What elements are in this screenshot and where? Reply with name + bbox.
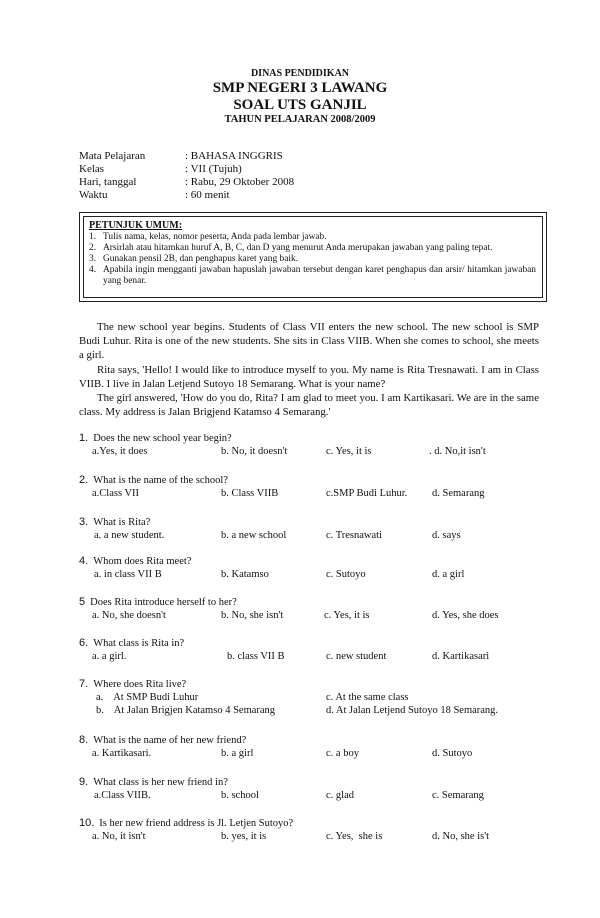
- instruction-item: [89, 232, 536, 243]
- option-c: c.SMP Budi Luhur.: [326, 488, 408, 499]
- question-text: Does Rita introduce herself to her?: [90, 597, 237, 608]
- option-c: c. new student: [326, 651, 387, 662]
- instruction-item: [89, 265, 536, 287]
- option-b: b. a new school: [221, 530, 287, 541]
- info-label: Waktu: [79, 189, 108, 201]
- instruction-number: 1.: [89, 232, 97, 242]
- info-value: : 60 menit: [185, 189, 230, 201]
- question-4: [79, 553, 549, 583]
- question-5: [79, 594, 549, 624]
- option-d: d. At Jalan Letjend Sutoyo 18 Semarang.: [326, 705, 499, 716]
- option-d: c. Semarang: [432, 790, 484, 801]
- info-value: : BAHASA INGGRIS: [185, 150, 283, 162]
- header-department: DINAS PENDIDIKAN: [250, 68, 350, 79]
- option-b: b. No, it doesn't: [221, 446, 288, 457]
- question-number: 2.: [79, 474, 89, 486]
- info-row-subject: [79, 150, 294, 163]
- question-number: 3.: [79, 516, 89, 528]
- option-d: d. says: [432, 530, 461, 541]
- option-c: c. Sutoyo: [326, 569, 366, 580]
- instructions-box: [79, 212, 547, 302]
- question-text: Where does Rita live?: [93, 679, 187, 690]
- instruction-number: 2.: [89, 243, 97, 253]
- question-text: What is Rita?: [93, 517, 151, 528]
- instructions-inner: [83, 216, 543, 298]
- question-number: 10.: [79, 817, 95, 829]
- question-text: Is her new friend address is Jl. Letjen Sutoyo?: [99, 818, 294, 829]
- header-exam-title: SOAL UTS GANJIL: [233, 96, 367, 113]
- option-b: b. At Jalan Brigjen Katamso 4 Semarang: [96, 705, 276, 716]
- exam-info: [79, 150, 294, 202]
- info-row-date: [79, 176, 294, 189]
- question-number: 9.: [79, 776, 89, 788]
- option-d: . d. No,it isn't: [429, 446, 486, 457]
- info-label: Hari, tanggal: [79, 176, 137, 188]
- passage-paragraph: The girl answered, 'How do you do, Rita? I am glad to meet you. I am Kartikasari. We are in the same class. My address is Jalan Brigjend Katamso 4 Semarang.': [79, 392, 539, 419]
- option-a: a. in class VII B: [94, 569, 162, 580]
- option-a: a. At SMP Budi Luhur: [96, 692, 199, 703]
- question-number: 7.: [79, 678, 89, 690]
- question-6: [79, 635, 549, 665]
- question-number: 4.: [79, 555, 89, 567]
- option-d: d. Kartikasari: [432, 651, 490, 662]
- option-c: c. At the same class: [326, 692, 409, 703]
- question-number: 8.: [79, 734, 89, 746]
- instruction-text: Arsirlah atau hitamkan huruf A, B, C, dan D yang menurut Anda merupakan jawaban yang paling tepat.: [103, 243, 493, 253]
- question-8: [79, 732, 549, 762]
- option-a: a.Class VII: [92, 488, 140, 499]
- header-year: TAHUN PELAJARAN 2008/2009: [224, 114, 376, 125]
- question-9: [79, 774, 549, 804]
- instruction-number: 3.: [89, 254, 97, 264]
- info-row-class: [79, 163, 294, 176]
- info-label: Mata Pelajaran: [79, 150, 146, 162]
- header-school: SMP NEGERI 3 LAWANG: [212, 79, 388, 96]
- info-value: : VII (Tujuh): [185, 163, 242, 175]
- question-text: What is the name of the school?: [93, 475, 228, 486]
- option-b: b. a girl: [221, 748, 254, 759]
- question-10: [79, 815, 549, 845]
- info-row-time: [79, 189, 294, 202]
- info-label: Kelas: [79, 163, 105, 175]
- question-number: 5: [79, 596, 86, 608]
- option-b: b. class VII B: [227, 651, 285, 662]
- option-a: a. No, she doesn't: [92, 610, 166, 621]
- option-d: d. Semarang: [432, 488, 485, 499]
- info-value: : Rabu, 29 Oktober 2008: [185, 176, 295, 188]
- exam-header: [0, 68, 600, 126]
- option-d: d. Yes, she does: [432, 610, 499, 621]
- instructions-title: PETUNJUK UMUM:: [89, 220, 183, 231]
- option-d: d. Sutoyo: [432, 748, 473, 759]
- question-3: [79, 514, 549, 544]
- option-a: a. a girl.: [92, 651, 127, 662]
- instruction-number: 4.: [89, 265, 97, 275]
- question-number: 1.: [79, 432, 89, 444]
- passage-paragraph: The new school year begins. Students of Class VII enters the new school. The new school is SMP Budi Luhur. Rita is one of the new students. She sits in Class VIIB. When she comes to school, she meets a girl.: [79, 321, 539, 362]
- passage-paragraph: Rita says, 'Hello! I would like to introduce myself to you. My name is Rita Tresnawati. I am in Class VIIB. I live in Jalan Letjend Sutoyo 18 Semarang. What is your name?: [79, 363, 539, 390]
- question-text: Does the new school year begin?: [93, 433, 232, 444]
- option-c: c. Yes, it is: [326, 446, 372, 457]
- reading-passage: [79, 320, 539, 419]
- question-number: 6.: [79, 637, 89, 649]
- instruction-text: Gunakan pensil 2B, dan penghapus karet yang baik.: [103, 254, 299, 264]
- option-c: c. glad: [326, 790, 354, 801]
- instruction-item: [89, 254, 536, 265]
- option-b: b. No, she isn't: [221, 610, 284, 621]
- instruction-text: Apabila ingin mengganti jawaban hapuslah jawaban tersebut dengan karet penghapus dan arsir/ hitamkan jawaban yang benar.: [103, 265, 536, 286]
- instruction-item: [89, 243, 536, 254]
- option-d: d. a girl: [432, 569, 465, 580]
- option-c: c. Tresnawati: [326, 530, 382, 541]
- question-text: What is the name of her new friend?: [93, 735, 247, 746]
- option-a: a.Yes, it does: [92, 446, 148, 457]
- instruction-text: Tulis nama, kelas, nomor peserta, Anda pada lembar jawab.: [103, 232, 327, 242]
- question-text: Whom does Rita meet?: [93, 556, 192, 567]
- option-b: b. yes, it is: [221, 831, 267, 842]
- question-text: What class is her new friend in?: [93, 777, 228, 788]
- option-a: a. a new student.: [94, 530, 165, 541]
- question-1: [79, 430, 549, 460]
- option-c: c. a boy: [326, 748, 359, 759]
- option-b: b. Katamso: [221, 569, 269, 580]
- option-b: b. Class VIIB: [221, 488, 279, 499]
- option-b: b. school: [221, 790, 259, 801]
- question-7: [79, 676, 549, 718]
- question-2: [79, 472, 549, 502]
- question-text: What class is Rita in?: [93, 638, 185, 649]
- option-c: c. Yes, she is: [326, 831, 383, 842]
- option-c: c. Yes, it is: [324, 610, 370, 621]
- option-a: a.Class VIIB.: [94, 790, 151, 801]
- option-a: a. No, it isn't: [92, 831, 146, 842]
- option-d: d. No, she is't: [432, 831, 490, 842]
- option-a: a. Kartikasari.: [92, 748, 152, 759]
